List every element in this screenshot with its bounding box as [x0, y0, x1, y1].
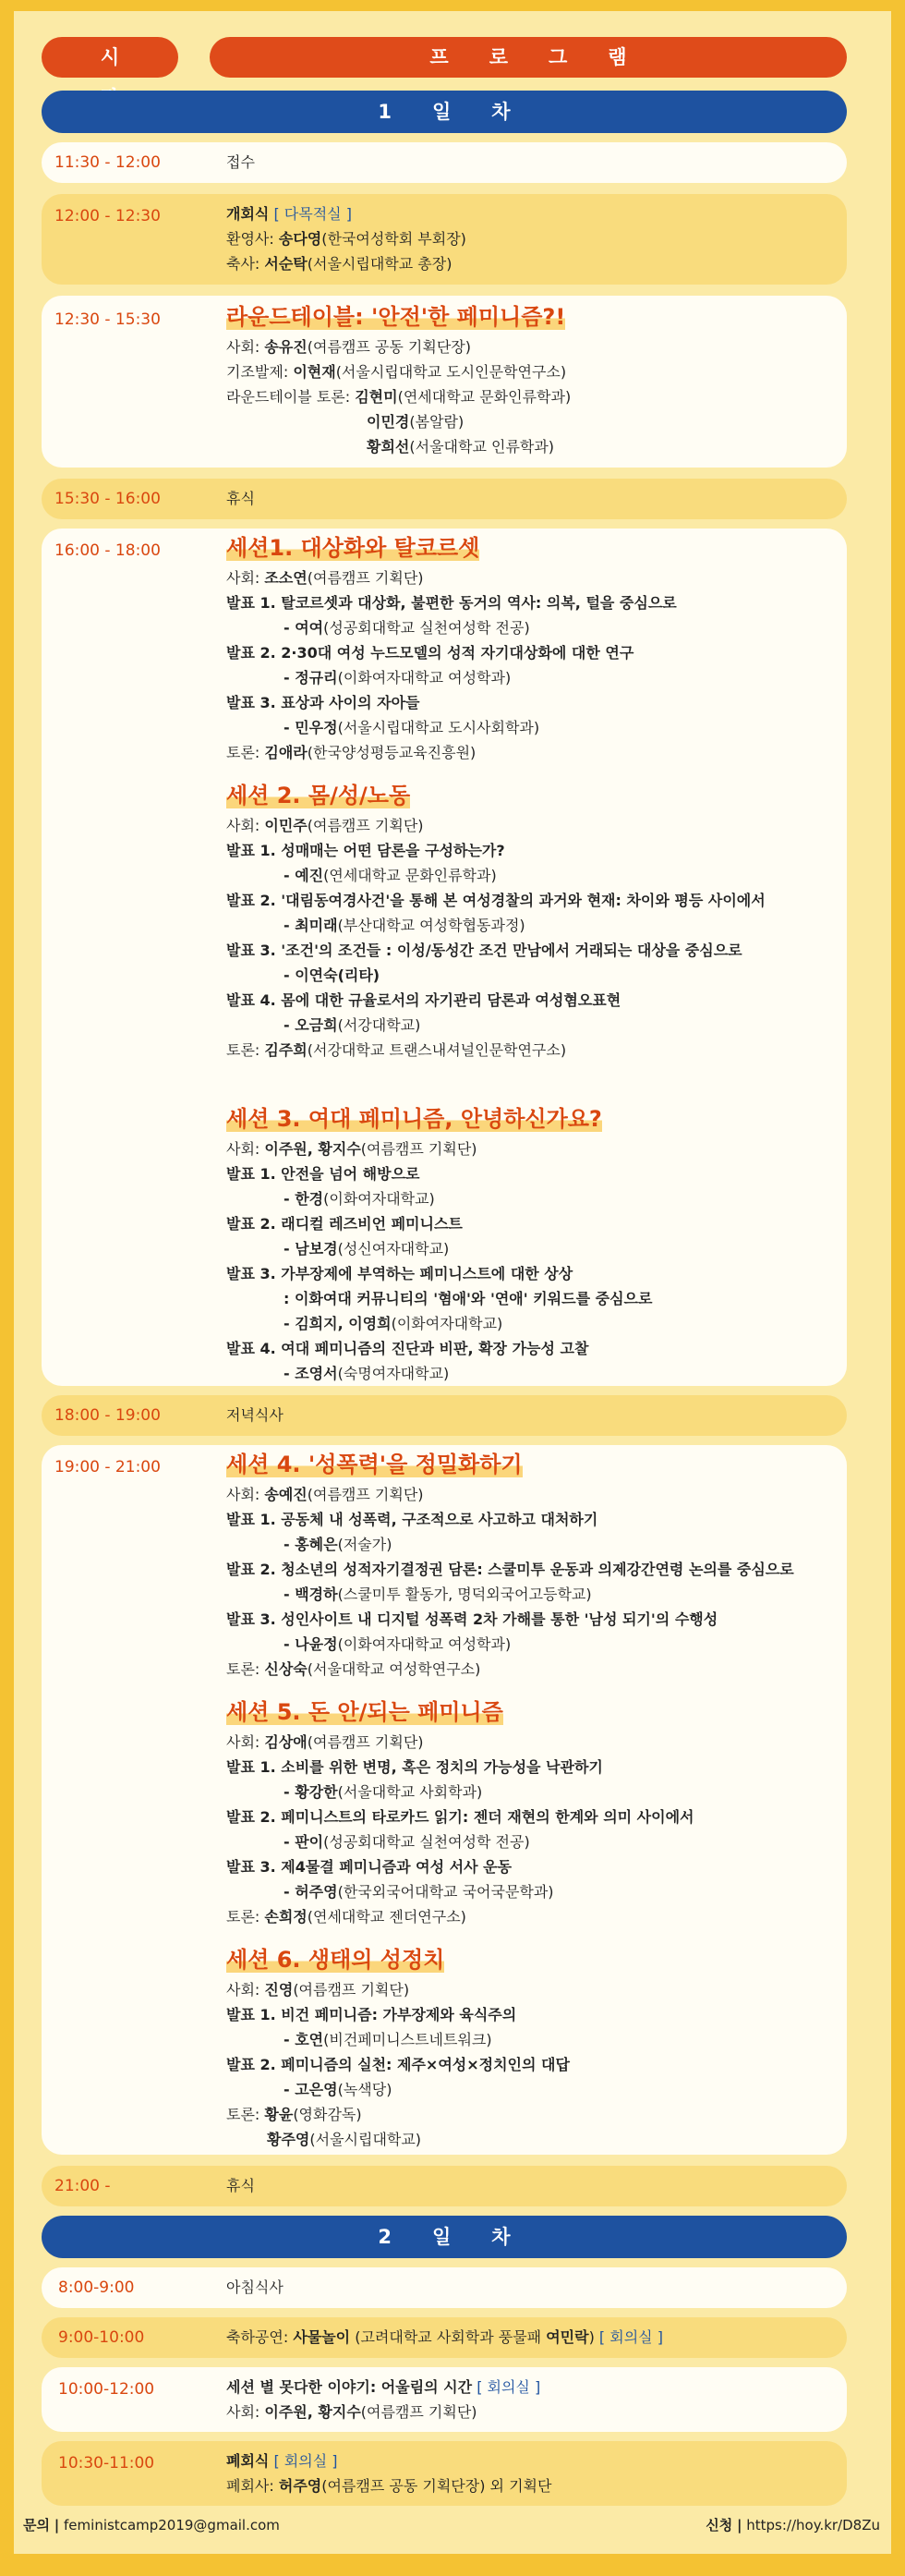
person-name: 손희정: [264, 1908, 308, 1926]
schedule-row: [42, 2367, 847, 2432]
person-name: 황주영: [267, 2131, 310, 2148]
contact-label: 문의: [23, 2517, 50, 2533]
role-label: 사회:: [226, 1981, 265, 1999]
affiliation: (이화여자대학교): [391, 1315, 503, 1332]
person-name: 황희선: [367, 438, 410, 456]
person-name: - 이연숙(리타): [284, 966, 380, 984]
session-title: 세션 3. 여대 페미니즘, 안녕하신가요?: [226, 1106, 602, 1132]
affiliation: (한국여성학회 부회장): [321, 230, 466, 248]
affiliation: (여름캠프 기획단): [307, 1486, 424, 1503]
affiliation: (서울시립대학교 도시인문학연구소): [335, 363, 567, 381]
row-text: 휴식: [226, 490, 255, 507]
person-name: 황윤: [264, 2106, 294, 2123]
affiliation: (부산대학교 여성학협동과정): [337, 917, 525, 934]
affiliation: (서울대학교 사회학과): [337, 1783, 483, 1801]
person-name: 이민경: [367, 413, 410, 431]
affiliation: (비건페미니스트네트워크): [323, 2031, 492, 2048]
row-time: 18:00 - 19:00: [54, 1406, 161, 1425]
affiliation: (연세대학교 문화인류학과): [397, 388, 572, 406]
talk-title: 발표 1. 안전을 넘어 해방으로: [226, 1165, 420, 1183]
person-name: 이현재: [293, 363, 336, 381]
row-time: 16:00 - 18:00: [54, 541, 161, 560]
row-text: 접수: [226, 153, 255, 171]
role-label: 축하공연:: [226, 2328, 294, 2346]
affiliation: (서강대학교): [337, 1016, 421, 1034]
person-name: 서순탁: [264, 255, 308, 273]
role-label: 사회:: [226, 338, 265, 356]
separator: |: [736, 2517, 742, 2533]
person-name: - 정규리: [284, 669, 338, 687]
person-name: - 판이: [284, 1833, 324, 1851]
person-name: 진영: [264, 1981, 294, 1999]
person-name: - 오금희: [284, 1016, 338, 1034]
affiliation: (여름캠프 기획단): [307, 1733, 424, 1751]
affiliation: (여름캠프 공동 기획단장): [307, 338, 471, 356]
schedule-row: [42, 2317, 847, 2358]
row-time: 21:00 -: [54, 2177, 111, 2195]
row-text: 저녁식사: [226, 1406, 284, 1424]
talk-title: 발표 2. 페미니스트의 타로카드 읽기: 젠더 재현의 한계와 의미 사이에서: [226, 1808, 694, 1826]
session-title: 세션 4. '성폭력'을 정밀화하기: [226, 1452, 523, 1477]
separator: |: [54, 2517, 60, 2533]
affiliation: (여름캠프 기획단): [307, 569, 424, 587]
affiliation: (이화여자대학교): [323, 1190, 435, 1208]
affiliation: (서울시립대학교): [309, 2131, 422, 2148]
row-time: 9:00-10:00: [58, 2328, 145, 2347]
affiliation: (성신여자대학교): [337, 1240, 450, 1258]
person-name: - 고은영: [284, 2081, 338, 2098]
person-name: - 민우정: [284, 719, 338, 736]
person-name: - 호연: [284, 2031, 324, 2048]
person-name: 이민주: [264, 817, 308, 834]
schedule-row: [42, 142, 847, 183]
contact-email-link[interactable]: feministcamp2019@gmail.com: [64, 2517, 280, 2533]
apply-url-link[interactable]: https://hoy.kr/D8Zu: [746, 2517, 880, 2533]
affiliation: (봄알람): [409, 413, 465, 431]
person-name: - 김희지, 이영희: [284, 1315, 392, 1332]
affiliation: (서울시립대학교 총장): [307, 255, 452, 273]
event-title: 개회식: [226, 205, 270, 223]
session-title: 세션 2. 몸/성/노동: [226, 783, 411, 808]
apply-label: 신청: [706, 2517, 733, 2533]
role-label: 사회:: [226, 1486, 265, 1503]
room-label: [ 다목적실 ]: [273, 205, 352, 223]
talk-title: 발표 3. 성인사이트 내 디지털 성폭력 2차 가해를 통한 '남성 되기'의 수행성: [226, 1610, 718, 1628]
talk-title: 발표 2. 청소년의 성적자기결정권 담론: 스쿨미투 운동과 의제강간연령 논의를 중심으로: [226, 1561, 794, 1578]
talk-title: 발표 3. 표상과 사이의 자아들: [226, 694, 420, 711]
person-name: - 여여: [284, 619, 324, 637]
talk-title: 발표 1. 탈코르셋과 대상화, 불편한 동거의 역사: 의복, 털을 중심으로: [226, 594, 677, 612]
person-name: 허주영: [278, 2477, 322, 2495]
talk-title: 발표 2. 래디컬 레즈비언 페미니스트: [226, 1215, 463, 1233]
row-text: 휴식: [226, 2177, 255, 2194]
person-name: 이주원, 황지수: [264, 2403, 361, 2421]
role-label: 기조발제:: [226, 363, 294, 381]
schedule-row: [42, 1395, 847, 1436]
person-name: - 최미래: [284, 917, 338, 934]
talk-title: 발표 1. 성매매는 어떤 담론을 구성하는가?: [226, 842, 505, 859]
row-time: 12:00 - 12:30: [54, 207, 161, 225]
role-label: 사회:: [226, 1733, 265, 1751]
row-time: 10:00-12:00: [58, 2380, 155, 2399]
affiliation: (이화여자대학교 여성학과): [337, 669, 512, 687]
affiliation: (한국양성평등교육진흥원): [307, 744, 477, 761]
session-title: 세션1. 대상화와 탈코르셋: [226, 535, 480, 561]
role-label: 사회:: [226, 817, 265, 834]
schedule-row: [42, 194, 847, 285]
role-label: 토론:: [226, 1908, 265, 1926]
talk-title: 발표 2. 2·30대 여성 누드모델의 성적 자기대상화에 대한 연구: [226, 644, 634, 662]
performance-name: 사물놀이: [293, 2328, 351, 2346]
talk-title: 발표 4. 몸에 대한 규율로서의 자기관리 담론과 여성혐오표현: [226, 991, 621, 1009]
person-name: 김상애: [264, 1733, 308, 1751]
person-name: 송예진: [264, 1486, 308, 1503]
person-name: 이주원, 황지수: [264, 1140, 361, 1158]
day2-banner: 2일차: [42, 2216, 847, 2258]
row-text: 아침식사: [226, 2278, 284, 2296]
schedule-row: [42, 479, 847, 519]
person-name: - 황강한: [284, 1783, 338, 1801]
affiliation: (여름캠프 기획단): [293, 1981, 410, 1999]
row-time: 15:30 - 16:00: [54, 490, 161, 508]
event-title: 폐회식: [226, 2452, 270, 2470]
affiliation: (서울대학교 인류학과): [409, 438, 555, 456]
affiliation: (여름캠프 기획단): [360, 1140, 477, 1158]
role-label: 사회:: [226, 569, 265, 587]
affiliation: (성공회대학교 실천여성학 전공): [323, 619, 530, 637]
affiliation-close: ): [588, 2328, 599, 2346]
person-name: - 한경: [284, 1190, 324, 1208]
role-label: 토론:: [226, 1041, 265, 1059]
affiliation: (저술가): [337, 1536, 392, 1553]
time-column-header: 시: [42, 37, 178, 78]
person-name: 조소연: [264, 569, 308, 587]
talk-title: 발표 1. 비건 페미니즘: 가부장제와 육식주의: [226, 2006, 517, 2023]
person-name: 김주희: [264, 1041, 308, 1059]
person-name: 김애라: [264, 744, 308, 761]
affiliation: (스쿨미투 활동가, 명덕외국어고등학교): [337, 1586, 592, 1603]
affiliation: (성공회대학교 실천여성학 전공): [323, 1833, 530, 1851]
person-name: - 남보경: [284, 1240, 338, 1258]
schedule-row: [42, 1445, 847, 2155]
schedule-row: [42, 2267, 847, 2308]
room-label: [ 회의실 ]: [477, 2378, 541, 2396]
affiliation: (숙명여자대학교): [337, 1365, 450, 1382]
program-sheet: [14, 11, 891, 2554]
talk-title: 발표 3. 제4물결 페미니즘과 여성 서사 운동: [226, 1858, 513, 1876]
day1-banner: 1일차: [42, 91, 847, 133]
talk-title: 발표 3. 가부장제에 부역하는 페미니스트에 대한 상상: [226, 1265, 573, 1282]
talk-subtitle: : 이화여대 커뮤니티의 '혐애'와 '연애' 키워드를 중심으로: [284, 1290, 653, 1307]
person-name: 송다영: [278, 230, 322, 248]
role-label: 라운드테이블 토론:: [226, 388, 356, 406]
affiliation: (연세대학교 문화인류학과): [323, 867, 497, 884]
role-label: 토론:: [226, 2106, 265, 2123]
row-time: 12:30 - 15:30: [54, 310, 161, 329]
person-name: 송유진: [264, 338, 308, 356]
role-label: 사회:: [226, 2403, 265, 2421]
session-title: 세션 6. 생태의 성정치: [226, 1947, 445, 1973]
role-label: 토론:: [226, 744, 265, 761]
role-label: 사회:: [226, 1140, 265, 1158]
affiliation: (녹색당): [337, 2081, 392, 2098]
room-label: [ 회의실 ]: [273, 2452, 338, 2470]
talk-title: 발표 3. '조건'의 조건들 : 이성/동성간 조건 만남에서 거래되는 대상을 중심으로: [226, 942, 742, 959]
program-column-header: 프로그램: [210, 37, 847, 78]
person-name: - 나윤정: [284, 1635, 338, 1653]
talk-title: 발표 1. 소비를 위한 변명, 혹은 정치의 가능성을 낙관하기: [226, 1758, 603, 1776]
person-name: - 허주영: [284, 1883, 338, 1901]
row-time: 19:00 - 21:00: [54, 1458, 161, 1476]
row-time: 10:30-11:00: [58, 2454, 155, 2473]
role-label: 환영사:: [226, 230, 279, 248]
room-label: [ 회의실 ]: [598, 2328, 663, 2346]
talk-title: 발표 1. 공동체 내 성폭력, 구조적으로 사고하고 대처하기: [226, 1511, 598, 1528]
affiliation: (서울시립대학교 도시사회학과): [337, 719, 540, 736]
affiliation: (서강대학교 트랜스내셔널인문학연구소): [307, 1041, 567, 1059]
role-label: 축사:: [226, 255, 265, 273]
row-time: 8:00-9:00: [58, 2278, 135, 2297]
schedule-row: [42, 2166, 847, 2206]
affiliation: (연세대학교 젠더연구소): [307, 1908, 466, 1926]
schedule-row: [42, 296, 847, 468]
row-time: 11:30 - 12:00: [54, 153, 161, 172]
person-name: 신상숙: [264, 1660, 308, 1678]
affiliation: (고려대학교 사회학과 풍물패: [350, 2328, 547, 2346]
affiliation: (여름캠프 기획단): [360, 2403, 477, 2421]
schedule-row: [42, 2441, 847, 2506]
schedule-row: [42, 529, 847, 1386]
person-name: - 백경하: [284, 1586, 338, 1603]
talk-title: 발표 2. 페미니즘의 실천: 제주×여성×정치인의 대답: [226, 2056, 570, 2073]
affiliation: (한국외국어대학교 국어국문학과): [337, 1883, 554, 1901]
person-name: 김현미: [355, 388, 398, 406]
affiliation: (이화여자대학교 여성학과): [337, 1635, 512, 1653]
group-name: 여민락: [546, 2328, 589, 2346]
person-name: - 홍혜은: [284, 1536, 338, 1553]
affiliation: (여름캠프 기획단): [307, 817, 424, 834]
affiliation: (서울대학교 여성학연구소): [307, 1660, 481, 1678]
talk-title: 발표 4. 여대 페미니즘의 진단과 비판, 확장 가능성 고찰: [226, 1340, 589, 1357]
person-name: - 예진: [284, 867, 324, 884]
session-title: 세션 5. 돈 안/되는 페미니즘: [226, 1699, 503, 1725]
role-label: 토론:: [226, 1660, 265, 1678]
affiliation: (여름캠프 공동 기획단장) 외 기획단: [321, 2477, 552, 2495]
talk-title: 발표 2. '대림동여경사건'을 통해 본 여성경찰의 과거와 현재: 차이와 평등 사이에서: [226, 892, 766, 909]
affiliation: (영화감독): [293, 2106, 362, 2123]
role-label: 폐회사:: [226, 2477, 279, 2495]
event-title: 세션 별 못다한 이야기: 어울림의 시간: [226, 2378, 473, 2396]
session-title: 라운드테이블: '안전'한 페미니즘?!: [226, 304, 566, 330]
person-name: - 조영서: [284, 1365, 338, 1382]
